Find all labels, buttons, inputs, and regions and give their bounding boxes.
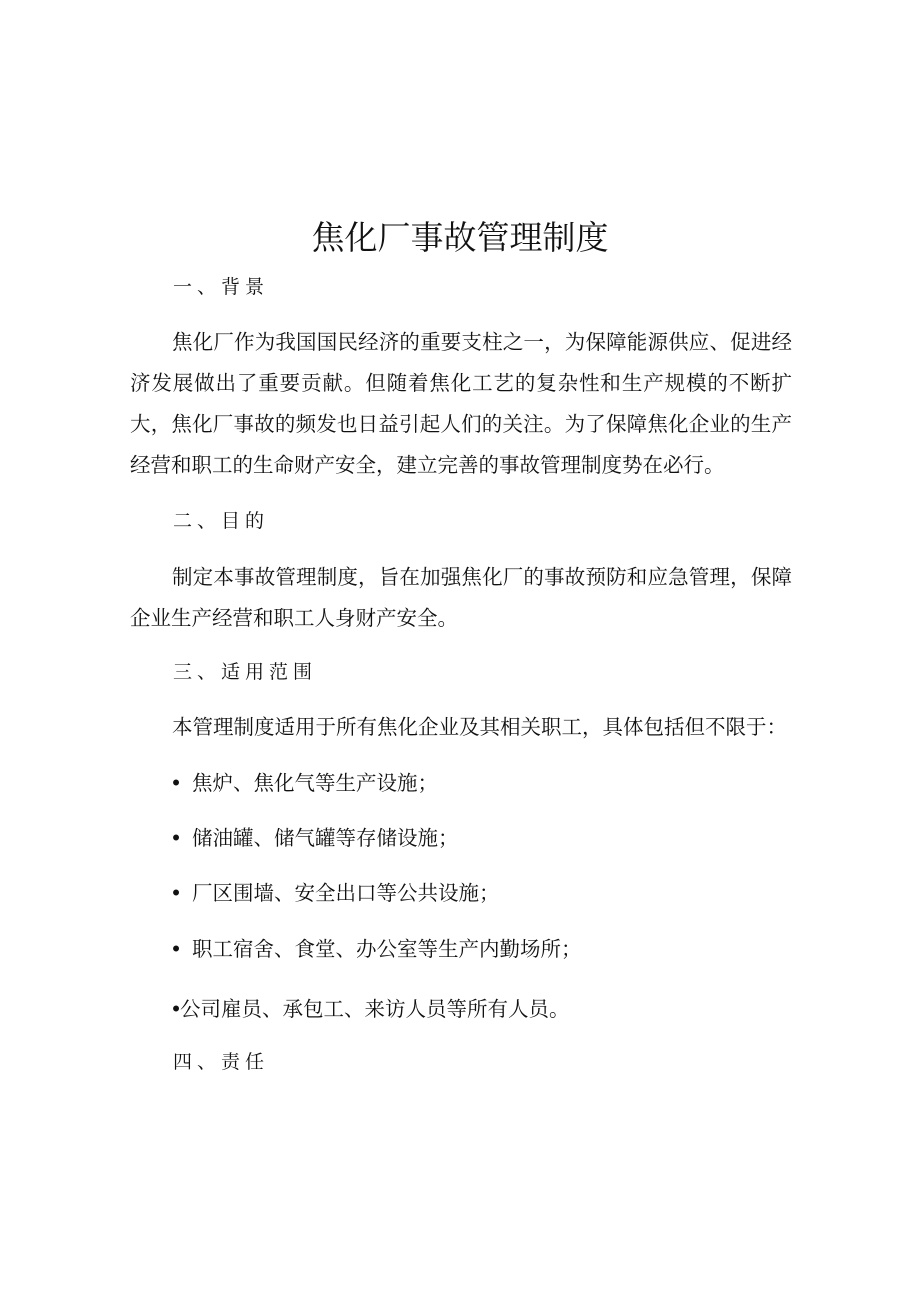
purpose-paragraph: 制定本事故管理制度，旨在加强焦化厂的事故预防和应急管理，保障企业生产经营和职工人身财产安全。 [130, 565, 792, 630]
background-paragraph: 焦化厂作为我国国民经济的重要支柱之一，为保障能源供应、促进经济发展做出了重要贡献。但随着焦化工艺的复杂性和生产规模的不断扩大，焦化厂事故的频发也日益引起人们的关注。为了保障焦化企业的生产经营和职工的生命财产安全，建立完善的事故管理制度势在必行。 [130, 330, 792, 477]
document-title: 焦化厂事故管理制度 [311, 218, 609, 257]
scope-intro: 本管理制度适用于所有焦化企业及其相关职工，具体包括但不限于： [172, 715, 787, 739]
bullet-dot: • [170, 771, 183, 795]
section-heading-scope: 三、适用范围 [173, 661, 318, 683]
list-item-text: 焦炉、焦化气等生产设施； [192, 771, 438, 795]
bullet-dot: • [170, 881, 183, 905]
bullet-dot: • [170, 997, 183, 1021]
list-item-text: 厂区围墙、安全出口等公共设施； [192, 881, 500, 905]
list-item [170, 768, 438, 798]
list-item-text: 职工宿舍、食堂、办公室等生产内勤场所； [192, 937, 582, 961]
section-heading-background: 一、背景 [173, 276, 270, 298]
list-item [170, 878, 500, 908]
section-heading-responsibility: 四、责任 [173, 1051, 270, 1073]
bullet-dot: • [170, 826, 183, 850]
bullet-dot: • [170, 937, 183, 961]
list-item-text: 储油罐、储气罐等存储设施； [192, 826, 459, 850]
section-heading-purpose: 二、目的 [173, 510, 270, 532]
list-item [170, 823, 459, 853]
list-item [170, 934, 582, 964]
list-item-text: 公司雇员、承包工、来访人员等所有人员。 [180, 997, 570, 1021]
list-item [170, 994, 570, 1024]
